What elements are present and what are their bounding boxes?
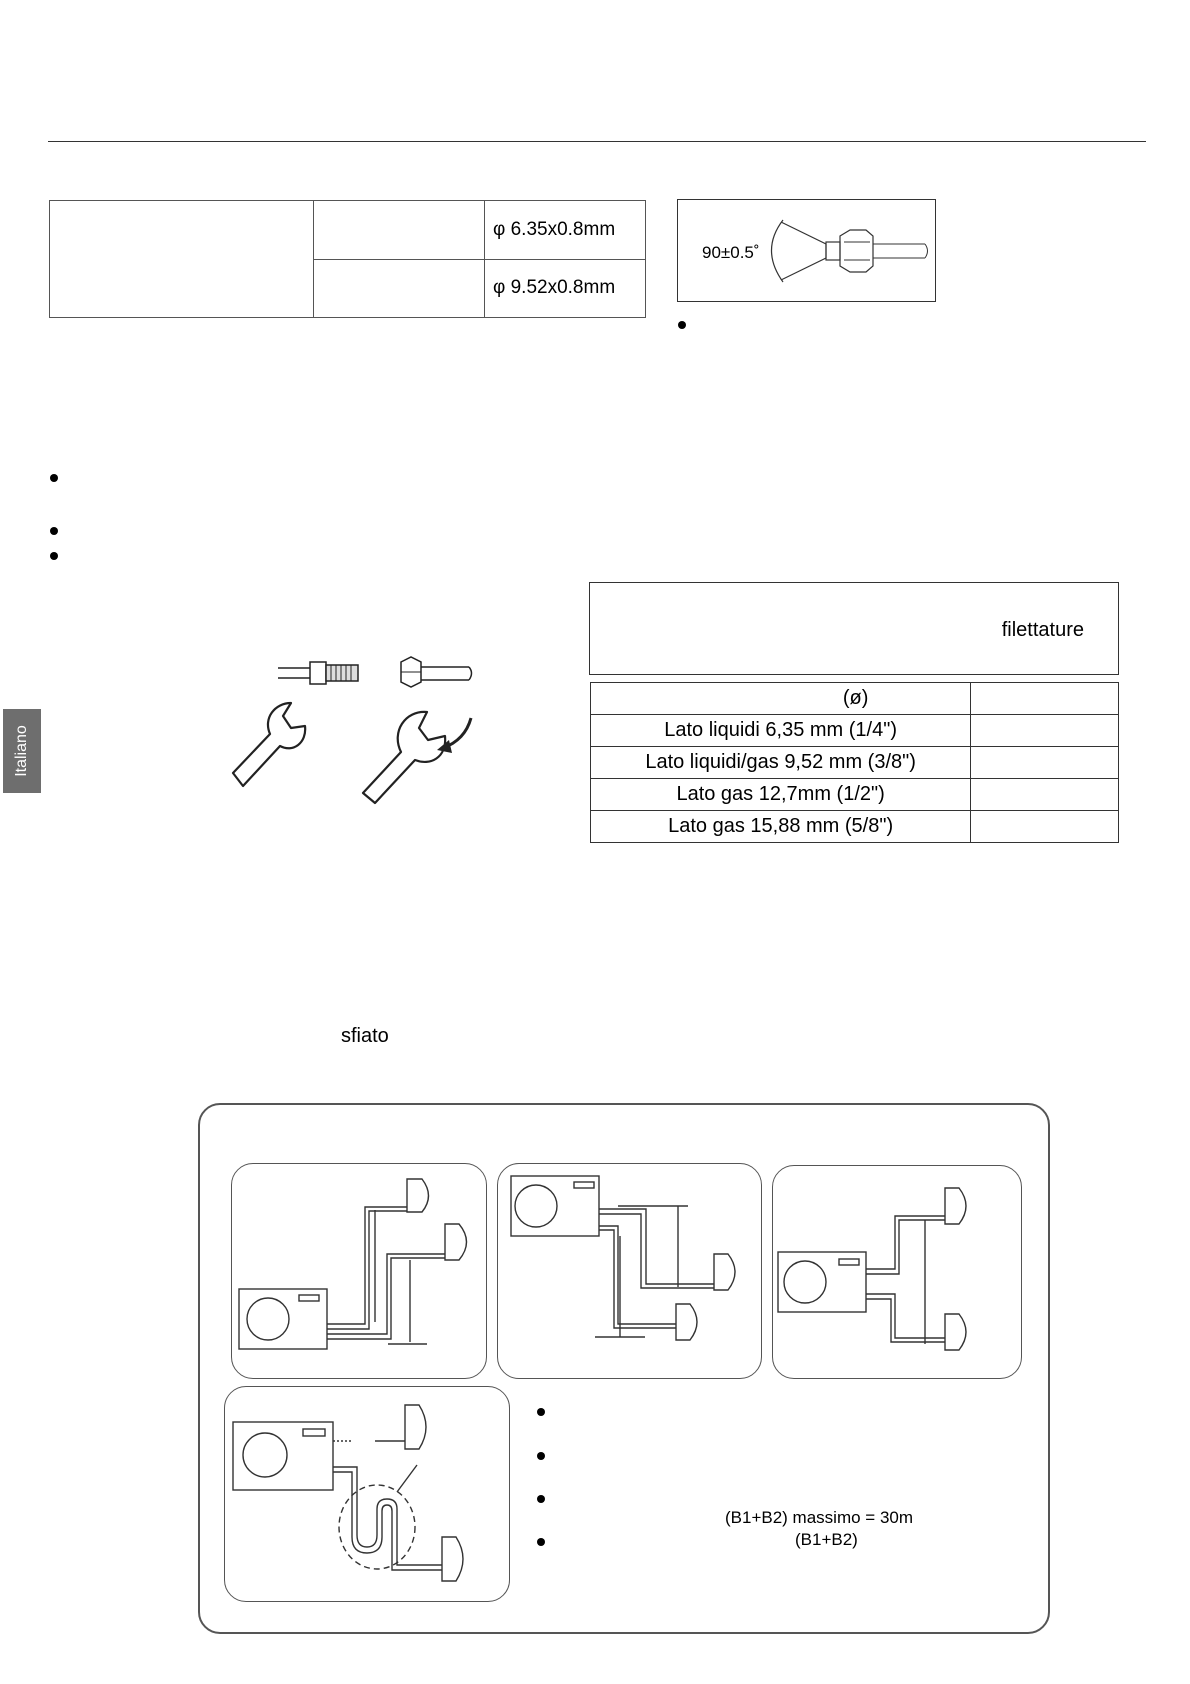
header-rule: [48, 141, 1146, 142]
table-row: [591, 747, 1119, 779]
language-tab: [3, 709, 41, 793]
torque-table-cell: [971, 779, 1119, 811]
table-row: [591, 811, 1119, 843]
torque-table-cell: Lato gas 12,7mm (1/2"): [591, 779, 971, 811]
torque-note-text: filettature: [1001, 619, 1084, 641]
installation-case-outdoor-between: [772, 1165, 1022, 1379]
pipe-spec-table: [49, 200, 646, 318]
table-row: [591, 715, 1119, 747]
indoor-unit-icon: [945, 1188, 966, 1224]
indoor-unit-icon: [445, 1224, 467, 1260]
pipe-size-liquid: 6.35x0.8mm: [510, 218, 616, 240]
pipe-size-gas: 9.52x0.8mm: [510, 277, 616, 299]
indoor-unit-icon: [442, 1537, 463, 1581]
outdoor-unit-icon: [239, 1289, 327, 1349]
bullet-icon: [537, 1495, 545, 1503]
indoor-unit-icon: [676, 1304, 697, 1340]
torque-table-cell: [971, 811, 1119, 843]
indoor-unit-icon: [945, 1314, 966, 1350]
piping-diagram: [225, 1387, 510, 1602]
piping-diagram: [773, 1166, 1022, 1379]
flare-angle-label: 90±0.5˚: [702, 243, 760, 262]
table-row: [591, 683, 1119, 715]
indoor-unit-icon: [405, 1405, 426, 1449]
outdoor-unit-icon: [233, 1422, 333, 1490]
bullet-icon: [678, 321, 686, 329]
pipe-spec-type-cell: [314, 201, 485, 260]
flare-diagram: [677, 199, 936, 302]
pipe-length-label: (B1+B2): [795, 1530, 858, 1549]
language-tab-label: Italiano: [13, 725, 30, 777]
torque-note-box: [589, 582, 1119, 675]
torque-table-cell: Lato liquidi/gas 9,52 mm (3/8"): [591, 747, 971, 779]
bullet-icon: [537, 1538, 545, 1546]
piping-diagram: [232, 1164, 487, 1379]
torque-table-cell: Lato liquidi 6,35 mm (1/4"): [591, 715, 971, 747]
pipe-spec-label-cell: [50, 201, 314, 318]
torque-table-cell: [971, 747, 1119, 779]
table-row: [591, 779, 1119, 811]
torque-table-cell: Lato gas 15,88 mm (5/8"): [591, 811, 971, 843]
torque-table-cell: [971, 715, 1119, 747]
torque-table-header: (ø): [591, 683, 971, 715]
bullet-icon: [537, 1452, 545, 1460]
outdoor-unit-icon: [511, 1176, 599, 1236]
diameter-icon: φ: [493, 218, 506, 240]
outdoor-unit-icon: [778, 1252, 866, 1312]
installation-case-oil-trap: [224, 1386, 510, 1602]
bullet-icon: [537, 1408, 545, 1416]
purge-label: sfiato: [341, 1025, 389, 1047]
torque-table-cell: [971, 683, 1119, 715]
installation-case-outdoor-above: [497, 1163, 762, 1379]
indoor-unit-icon: [714, 1254, 735, 1290]
bullet-icon: [50, 474, 58, 482]
pipe-spec-size-cell: [485, 201, 646, 260]
pipe-length-limit-text: (B1+B2) massimo = 30m: [725, 1508, 914, 1527]
indoor-unit-icon: [407, 1179, 429, 1212]
pipe-spec-type-cell: [314, 259, 485, 318]
piping-diagram: [498, 1164, 762, 1379]
diameter-icon: φ: [493, 277, 506, 299]
installation-case-outdoor-below: [231, 1163, 487, 1379]
wrench-tightening-illustration: [225, 648, 485, 818]
bullet-icon: [50, 552, 58, 560]
bullet-icon: [50, 527, 58, 535]
torque-table: [590, 682, 1119, 843]
pipe-spec-size-cell: [485, 259, 646, 318]
